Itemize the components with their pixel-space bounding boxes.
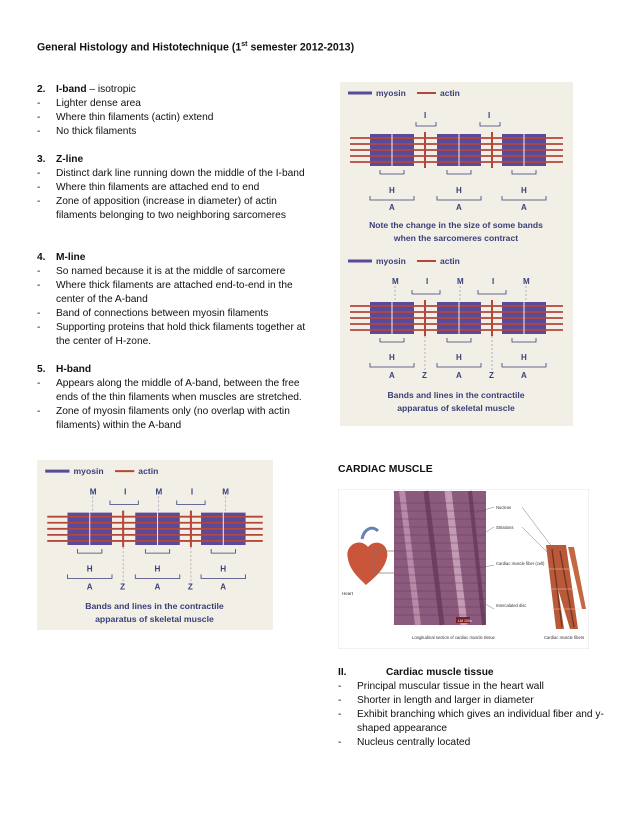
label-z-line: Z: [489, 371, 494, 380]
section-i-band: [37, 83, 307, 139]
section-heading: H-band: [56, 364, 92, 375]
section-heading: I-band: [56, 84, 87, 95]
sarcomere-bands-slide-large: [37, 460, 273, 630]
section-number: II.: [338, 667, 347, 678]
slide-caption: when the sarcomeres contract: [393, 233, 519, 243]
label-a-band: A: [86, 582, 93, 592]
title-text-suffix: semester 2012-2013): [247, 41, 355, 54]
list-item: - Nucleus centrally located: [338, 736, 613, 750]
label-h-band: H: [86, 564, 93, 574]
document-title: [37, 38, 354, 55]
section-number: 3.: [37, 154, 46, 165]
section-m-line: [37, 251, 307, 349]
slide-caption: Bands and lines in the contractile: [85, 600, 224, 611]
label-striations: Striations: [496, 525, 514, 530]
label-m-line: M: [457, 277, 464, 286]
title-superscript: st: [241, 41, 248, 48]
list-item: - Shorter in length and larger in diameter: [338, 694, 613, 708]
label-m-line: M: [523, 277, 530, 286]
label-a-band: A: [389, 371, 395, 380]
section-z-line: [37, 153, 307, 223]
bullet-list: [338, 680, 613, 750]
label-heart: Heart: [342, 591, 354, 596]
list-item: - Where thin filaments (actin) extend: [37, 111, 307, 125]
micrograph: [394, 491, 486, 625]
section-cardiac-muscle-tissue: [338, 666, 613, 750]
bullet-list: [37, 167, 307, 223]
label-h-band: H: [389, 353, 395, 362]
label-a-band: A: [389, 203, 395, 212]
label-i-band: I: [492, 277, 495, 286]
list-item: - Zone of apposition (increase in diameter) of actin filaments belonging to two neighboring sarcomeres: [37, 195, 307, 223]
label-m-line: M: [392, 277, 399, 286]
list-item: - Lighter dense area: [37, 97, 307, 111]
label-i-band: I: [424, 111, 427, 120]
list-item: - Exhibit branching which gives an individual fiber and y-shaped appearance: [338, 708, 613, 736]
legend-myosin: myosin: [376, 88, 406, 98]
scale-label: LM 100x: [458, 619, 472, 623]
list-item: - Appears along the middle of A-band, between the free ends of the thin filaments when muscles are stretched.: [37, 377, 307, 405]
label-h-band: H: [521, 186, 527, 195]
slide-caption: apparatus of skeletal muscle: [95, 613, 214, 624]
slide-caption: Note the change in the size of some bands: [369, 220, 543, 230]
label-a-band: A: [521, 371, 527, 380]
slide-caption: Bands and lines in the contractile: [387, 390, 525, 400]
label-cardiac-fiber: Cardiac muscle fiber (cell): [496, 561, 545, 566]
label-z-line: Z: [120, 582, 126, 592]
sarcomere-bands-diagram: [340, 250, 573, 426]
label-m-line: M: [222, 487, 230, 497]
legend-myosin: myosin: [73, 466, 104, 477]
label-m-line: M: [155, 487, 163, 497]
list-item: - Zone of myosin filaments only (no overlap with actin filaments) within the A-band: [37, 405, 307, 433]
label-z-line: Z: [422, 371, 427, 380]
section-heading: Z-line: [56, 154, 84, 165]
bullet-list: [37, 377, 307, 433]
sarcomere-bands-slide: [340, 250, 573, 426]
bullet-list: [37, 265, 307, 349]
label-h-band: H: [220, 564, 227, 574]
legend-actin: actin: [440, 88, 460, 98]
list-item: - Where thick filaments are attached end-to-end in the center of the A-band: [37, 279, 307, 307]
title-text: General Histology and Histotechnique (1: [37, 41, 242, 54]
label-intercalated-disc: Intercalated disc: [496, 603, 527, 608]
label-h-band: H: [456, 353, 462, 362]
section-h-band: [37, 363, 307, 433]
label-a-band: A: [220, 582, 227, 592]
label-nucleus: Nucleus: [496, 505, 512, 510]
list-item: - Supporting proteins that hold thick filaments together at the center of H-zone.: [37, 321, 307, 349]
list-item: - Distinct dark line running down the middle of the I-band: [37, 167, 307, 181]
legend-actin: actin: [138, 466, 159, 477]
label-a-band: A: [521, 203, 527, 212]
section-number: 4.: [37, 252, 46, 263]
label-m-line: M: [89, 487, 97, 497]
label-h-band: H: [521, 353, 527, 362]
section-number: 5.: [37, 364, 46, 375]
legend-actin: actin: [440, 256, 460, 266]
section-heading: Cardiac muscle tissue: [386, 667, 494, 678]
label-h-band: H: [456, 186, 462, 195]
list-item: - So named because it is at the middle of sarcomere: [37, 265, 307, 279]
label-i-band: I: [124, 487, 127, 497]
slide-caption: apparatus of skeletal muscle: [397, 403, 515, 413]
label-longitudinal-section: Longitudinal section of cardiac muscle tissue: [412, 635, 495, 640]
sarcomere-contraction-slide: [340, 82, 573, 250]
label-i-band: I: [426, 277, 429, 286]
label-a-band: A: [154, 582, 161, 592]
sarcomere-contraction-diagram: [340, 82, 573, 250]
sarcomere-bands-diagram: [37, 460, 273, 630]
label-h-band: H: [389, 186, 395, 195]
list-item: - Where thin filaments are attached end to end: [37, 181, 307, 195]
cardiac-muscle-heading: CARDIAC MUSCLE: [338, 464, 433, 475]
legend-myosin: myosin: [376, 256, 406, 266]
label-cardiac-fibers: Cardiac muscle fibers: [544, 635, 585, 640]
list-item: - Band of connections between myosin filaments: [37, 307, 307, 321]
section-heading-desc: – isotropic: [86, 84, 136, 95]
label-a-band: A: [456, 371, 462, 380]
section-number: 2.: [37, 84, 46, 95]
cardiac-muscle-illustration: [338, 489, 589, 649]
cardiac-muscle-figure: [338, 489, 589, 649]
label-h-band: H: [154, 564, 161, 574]
label-z-line: Z: [187, 582, 193, 592]
section-heading: M-line: [56, 252, 86, 263]
label-i-band: I: [488, 111, 491, 120]
bullet-list: [37, 97, 307, 139]
list-item: - No thick filaments: [37, 125, 307, 139]
list-item: - Principal muscular tissue in the heart wall: [338, 680, 613, 694]
label-i-band: I: [190, 487, 194, 497]
label-a-band: A: [456, 203, 462, 212]
